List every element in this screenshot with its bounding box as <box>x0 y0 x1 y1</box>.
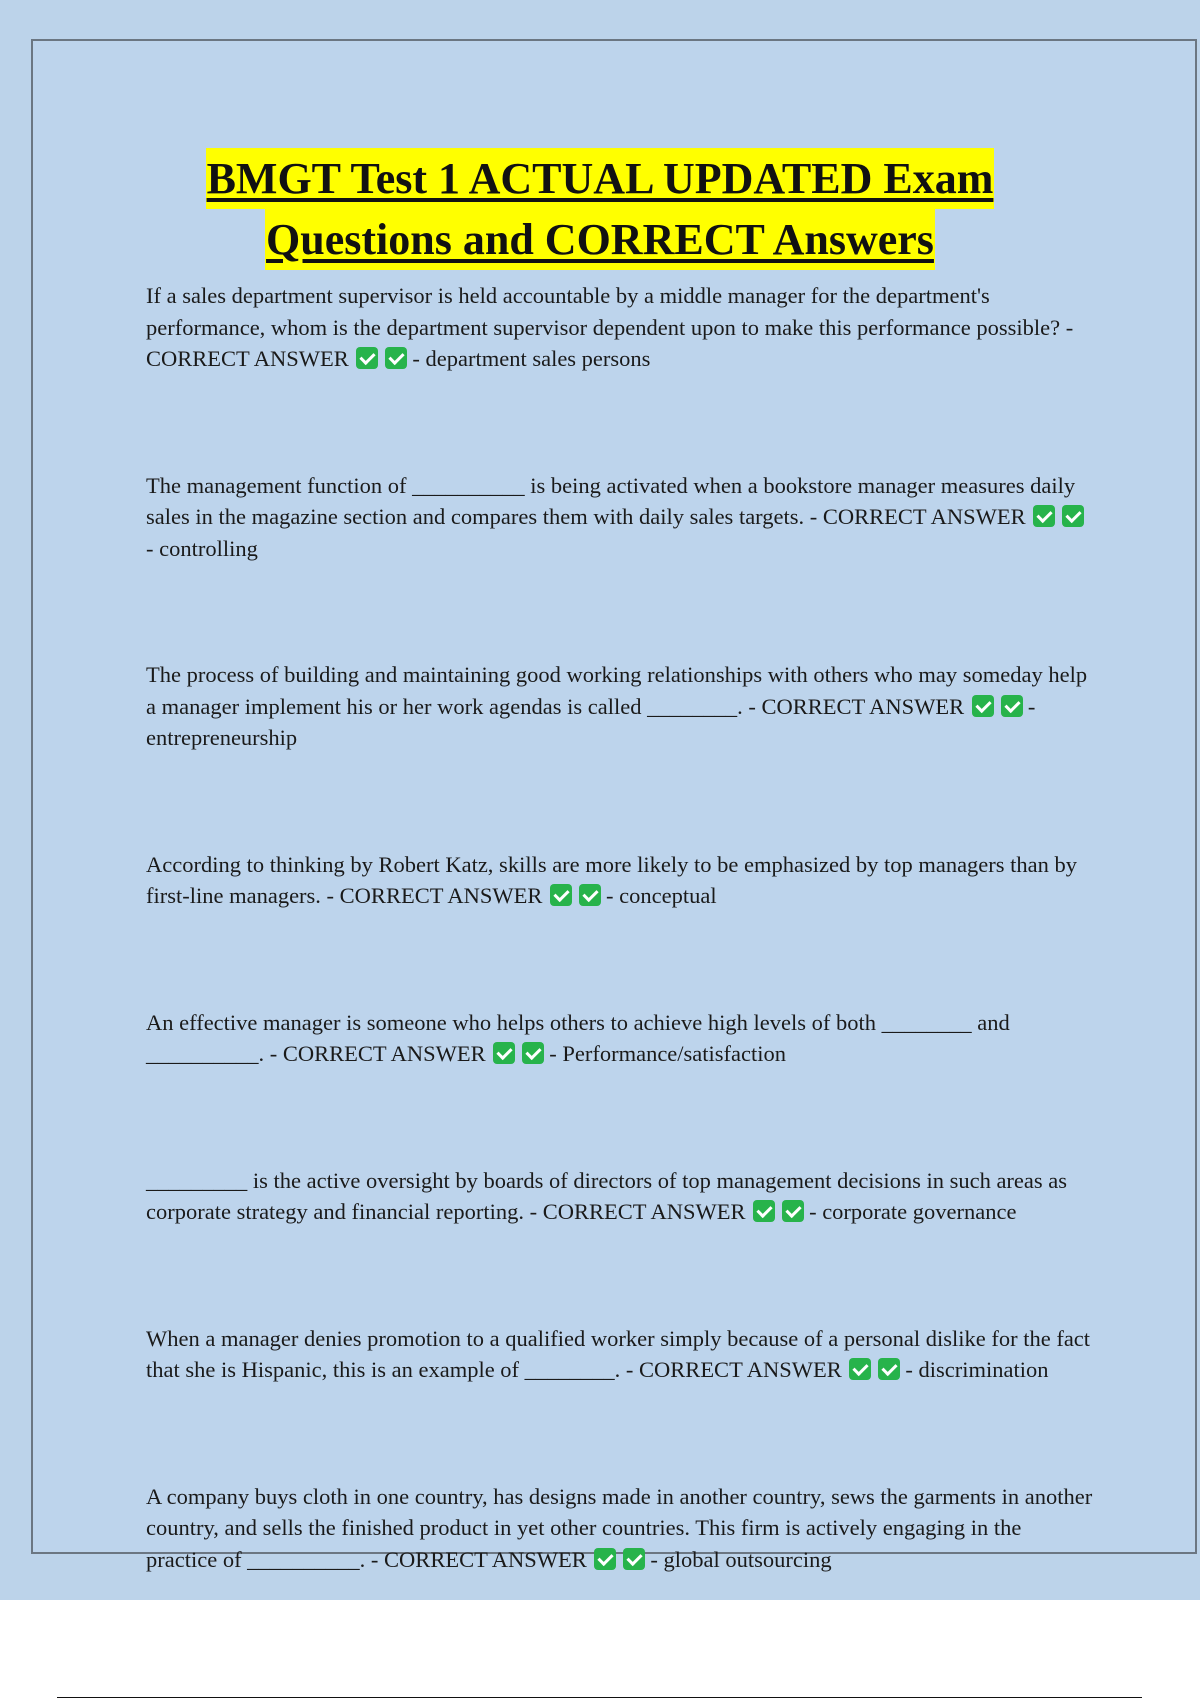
green-checkmark-icon <box>522 1042 544 1064</box>
green-checkmark-icon <box>594 1548 616 1570</box>
green-checkmark-icon <box>782 1200 804 1222</box>
answer-text: - department sales persons <box>412 346 651 371</box>
question-text: The process of building and maintaining good working relationships with others who may someday help a manager implement his or her work agendas is called ________. - CORRECT ANSWER <box>146 662 1088 719</box>
green-checkmark-icon <box>849 1358 871 1380</box>
green-checkmark-icon <box>385 347 407 369</box>
green-checkmark-icon <box>1062 505 1084 527</box>
qa-item <box>146 1165 1096 1228</box>
qa-list <box>146 280 1096 1670</box>
answer-text: - entrepreneurship <box>146 693 1036 750</box>
footer-divider <box>57 1697 1142 1698</box>
green-checkmark-icon <box>753 1200 775 1222</box>
question-text: A company buys cloth in one country, has designs made in another country, sews the garments in another country, and sells the finished product in yet other countries. This firm is actively engaging in the practice of __________. - CORRECT ANSWER <box>146 1483 1093 1572</box>
qa-item <box>146 1007 1096 1070</box>
document-title <box>0 148 1200 270</box>
answer-text: - Performance/satisfaction <box>549 1041 787 1066</box>
green-checkmark-icon <box>1033 505 1055 527</box>
question-text: An effective manager is someone who helps others to achieve high levels of both ________ and __________. - CORRECT ANSWER <box>146 1009 1010 1066</box>
title-line-1: BMGT Test 1 ACTUAL UPDATED Exam <box>206 148 995 209</box>
question-text: According to thinking by Robert Katz, skills are more likely to be emphasized by top managers than by first-line managers. - CORRECT ANSWER <box>146 851 1078 908</box>
green-checkmark-icon <box>356 347 378 369</box>
green-checkmark-icon <box>623 1548 645 1570</box>
question-text: _________ is the active oversight by boards of directors of top management decisions in such areas as corporate strategy and financial reporting. - CORRECT ANSWER <box>146 1167 1068 1224</box>
green-checkmark-icon <box>579 884 601 906</box>
question-text: If a sales department supervisor is held accountable by a middle manager for the department's performance, whom is the department supervisor dependent upon to make this performance possible? - CORRECT ANSWER <box>146 283 1074 371</box>
question-text: The management function of __________ is being activated when a bookstore manager measures daily sales in the magazine section and compares them with daily sales targets. - CORRECT ANSWER <box>146 472 1076 529</box>
green-checkmark-icon <box>878 1358 900 1380</box>
qa-item <box>146 1323 1096 1386</box>
answer-text: - discrimination <box>905 1357 1049 1382</box>
question-text: When a manager denies promotion to a qualified worker simply because of a personal dislike for the fact that she is Hispanic, this is an example of ________. - CORRECT ANSWER <box>146 1325 1091 1382</box>
qa-item <box>146 849 1096 912</box>
answer-text: - conceptual <box>606 883 717 908</box>
qa-item <box>146 659 1096 754</box>
green-checkmark-icon <box>550 884 572 906</box>
answer-text: - corporate governance <box>809 1199 1017 1224</box>
qa-item <box>146 470 1096 565</box>
answer-text: - global outsourcing <box>650 1546 832 1572</box>
green-checkmark-icon <box>972 695 994 717</box>
title-line-2: Questions and CORRECT Answers <box>265 209 935 270</box>
answer-text: - controlling <box>146 535 258 561</box>
green-checkmark-icon <box>493 1042 515 1064</box>
green-checkmark-icon <box>1001 695 1023 717</box>
qa-item <box>146 1481 1096 1576</box>
qa-item <box>146 280 1096 375</box>
